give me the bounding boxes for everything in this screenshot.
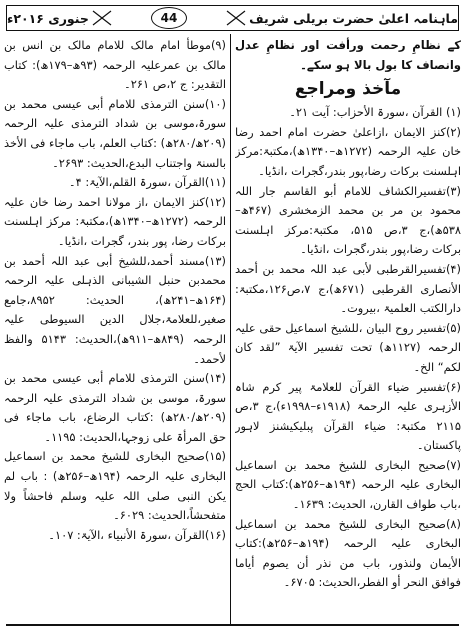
reference-item: (۴)تفسیرالقرطبی لأبی عبد اللہ محمد بن أحمد الأنصاری القرطبی (۶۷۱ھ)،ج ۷،ص۱۲۶،مکتبۃ: دارالکتب العلمیۃ ،بیروت۔ [235, 261, 461, 316]
reference-item: (۲)کنز الایمان ،ازاعلیٰ حضرت امام احمد رضا خان علیہ الرحمہ (۱۲۷۲ھ–۱۳۴۰ھ)،مکتبۃ:مرکز اہلسنت برکات رضا،پور بندر،گجرات ،انڈیا۔ [235, 124, 461, 178]
page-header [6, 5, 459, 31]
reference-item: (۱۴)سنن الترمذی للامام أبی عیسی محمد بن سورۃ، موسی بن شداد الترمذی علیہ الرحمہ (۲۰۹ھ/۲۸۰ھ) :کتاب الرضاع، باب ماجاء فی حق المرأۃ علی زوجہا،الحدیث: ۱۱۹۵۔ [4, 371, 226, 444]
page-number-badge [115, 5, 224, 31]
magazine-title: ماہنامہ اعلیٰ حضرت بریلی شریف [249, 10, 458, 26]
reference-item: (۱۳)مسند أحمد،للشیخ أبی عبد اللہ أحمد بن محمدبن حنبل الشیبانی الذہلی علیہ الرحمہ (۱۶۴ھ–۲۴۱ھ)، الحدیث: ۸۹۵۲،جامع صغیر،للعلامۃ،جلال الدین السیوطی علیہ الرحمہ (۸۴۹ھ–۹۱۱ھ)،الحدیث: ۵۱۴۳ والفظ لأحمد۔ [4, 253, 226, 366]
issue-date: جنوری ۲۰۱۶ء [6, 10, 89, 26]
cross-ornament-icon [89, 8, 115, 28]
reference-item: (۱۰)سنن الترمذی للامام أبی عیسی محمد بن سورۃ،موسی بن شداد الترمذی علیہ الرحمہ (۲۰۹ھ/۲۸۰ھ) :کتاب العلم، باب ماجاء فی الأخذ بالسنۃ واجتناب البدع،الحدیث: ۲۶۹۳۔ [4, 96, 226, 170]
page-number: 44 [151, 7, 187, 29]
reference-item: (۱) القرآن ،سورۃ الأحزاب: آیت ۲۱۔ [289, 105, 461, 120]
reference-item: (۱۲)کنز الایمان ،از مولانا احمد رضا خان علیہ الرحمہ (۱۲۷۲ھ–۱۳۴۰ھ)،مکتبۃ: مرکز اہلسنت برکات رضا، پور بندر، گجرات ،انڈیا۔ [4, 194, 226, 248]
reference-item: (۷)صحیح البخاری للشیخ محمد بن اسماعیل البخاری علیہ الرحمہ (۱۹۴ھ–۲۵۶ھ):کتاب الحج ،باب طواف القارن، الحدیث: ۱۶۳۹۔ [235, 457, 461, 512]
reference-item: (۸)صحیح البخاری للشیخ محمد بن اسماعیل البخاری علیہ الرحمہ (۱۹۴ھ–۲۵۶ھ):کتاب الأیمان ولنذور، باب من نذر أن یصوم أیاما فوافق النحر أو الفطر،الحدیث: ۶۷۰۵۔ [235, 516, 461, 590]
reference-item: (۹)موطأ امام مالک للامام مالک بن انس بن مالک بن عمرعلیہ الرحمہ (۹۳ھ–۱۷۹ھ): کتاب التقدیر: ج ۲،ص ۲۶۱۔ [4, 38, 226, 92]
reference-item: (۶)تفسیر ضیاء القرآن للعلامۃ پیر کرم شاہ الأزہری علیہ الرحمۃ (۱۹۱۸ء–۱۹۹۸ء)،ج ۳،ص ۲۱۱۵ مکتبۃ: ضیاء القرآن پبلیکیشنز لاہور پاکستان۔ [235, 379, 461, 453]
references-heading: مآخذ ومراجع [294, 79, 402, 100]
left-column [4, 36, 226, 620]
column-divider [230, 34, 231, 624]
reference-item: (۳)تفسیرالکشاف للامام أبو القاسم جار اللہ محمود بن مر بن محمد الزمخشری (۴۶۷ھ–۵۳۸ھ)،ج ۳،ص ۵۱۵، مکتبۃ:مرکز اہلسنت برکات رضا،پور بندر،گجرات ،انڈیا۔ [235, 183, 461, 257]
cross-ornament-icon [223, 8, 249, 28]
footer-rule [6, 624, 459, 626]
reference-item: (۱۵)صحیح البخاری للشیخ محمد بن اسماعیل البخاری علیہ الرحمہ (۱۹۴ھ–۲۵۶ھ) : باب لم یکن النبی صلی اللہ علیہ وسلم فاحشاً ولا متفحشاً،الحدیث: ۶۰۲۹۔ [4, 449, 226, 523]
reference-item: (۵)تفسیر روح البیان ،للشیخ اسماعیل حقی علیہ الرحمہ (۱۱۲۷ھ) تحت تفسیر الآیۃ ”لقد کان لکم“ الخ۔ [235, 320, 461, 374]
reference-item: (۱۱)القرآن ،سورۃ القلم،الآیۃ: ۴۔ [68, 175, 226, 190]
right-column [235, 36, 461, 620]
article-closing-line: کے نظامِ رحمت ورأفت اور نظامِ عدل وانصاف کا بول بالا ہو سکے۔ [235, 38, 461, 72]
reference-item: (۱۶)القرآن ،سورۃ الأنبیاء ،الآیۃ: ۱۰۷۔ [48, 527, 226, 542]
